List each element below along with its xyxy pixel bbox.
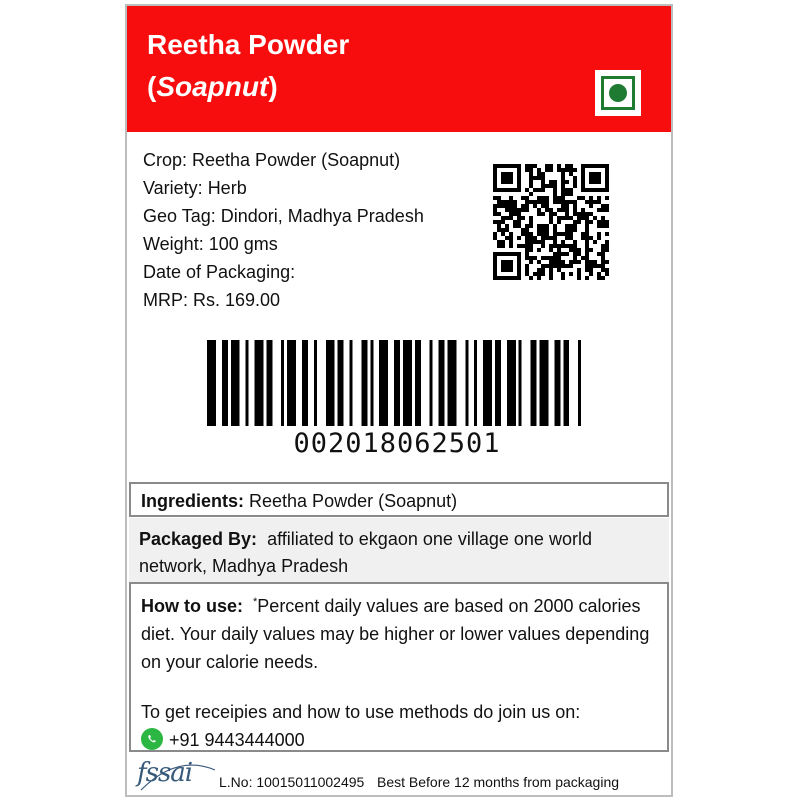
title-paren-close: ) [268, 71, 278, 102]
license-number: L.No: 10015011002495 [219, 774, 365, 790]
whatsapp-contact[interactable] [141, 726, 657, 754]
best-before: Best Before 12 months from packaging [377, 774, 620, 790]
title-paren-open: ( [147, 71, 157, 102]
ingredients-value: Reetha Powder (Soapnut) [244, 491, 458, 511]
asterisk: * [253, 596, 258, 608]
detail-variety: Variety: Herb [143, 178, 247, 198]
product-details [143, 146, 424, 314]
how-to-use-text [141, 588, 657, 676]
product-label [125, 4, 673, 797]
veg-mark-icon [595, 70, 641, 116]
fssai-logo-text: fssai [137, 758, 193, 788]
detail-geo-tag: Geo Tag: Dindori, Madhya Pradesh [143, 206, 424, 226]
label-footer [137, 758, 667, 794]
detail-weight: Weight: 100 gms [143, 234, 278, 254]
label-header [127, 6, 671, 132]
product-title [147, 24, 349, 108]
detail-crop: Crop: Reetha Powder (Soapnut) [143, 150, 401, 170]
how-to-use-description: Percent daily values are based on 2000 calories diet. Your daily values may be higher or lower values depending on your calorie needs. [141, 596, 650, 672]
qr-code-icon[interactable] [493, 164, 609, 280]
detail-date-of-packaging: Date of Packaging: [143, 262, 296, 282]
title-line-2 [147, 66, 349, 108]
title-line-1: Reetha Powder [147, 29, 350, 60]
packaged-by-label: Packaged By: [139, 529, 258, 549]
ingredients-box [129, 482, 669, 517]
whatsapp-phone[interactable]: +91 9443444000 [169, 730, 305, 750]
barcode-number: 002018062501 [293, 428, 501, 459]
title-italic: Soapnut [156, 71, 269, 102]
ingredients-label: Ingredients: [141, 491, 245, 511]
detail-mrp: MRP: Rs. 169.00 [143, 290, 281, 310]
how-to-use-label: How to use: [141, 596, 243, 616]
how-to-use-box [129, 582, 669, 752]
barcode-icon [207, 340, 587, 426]
packaged-by-box [129, 518, 669, 582]
whatsapp-icon [141, 728, 163, 750]
packaged-by-value: affiliated to ekgaon one village one world network, Madhya Pradesh [139, 529, 597, 576]
join-text: To get receipies and how to use methods do join us on: [141, 702, 581, 722]
